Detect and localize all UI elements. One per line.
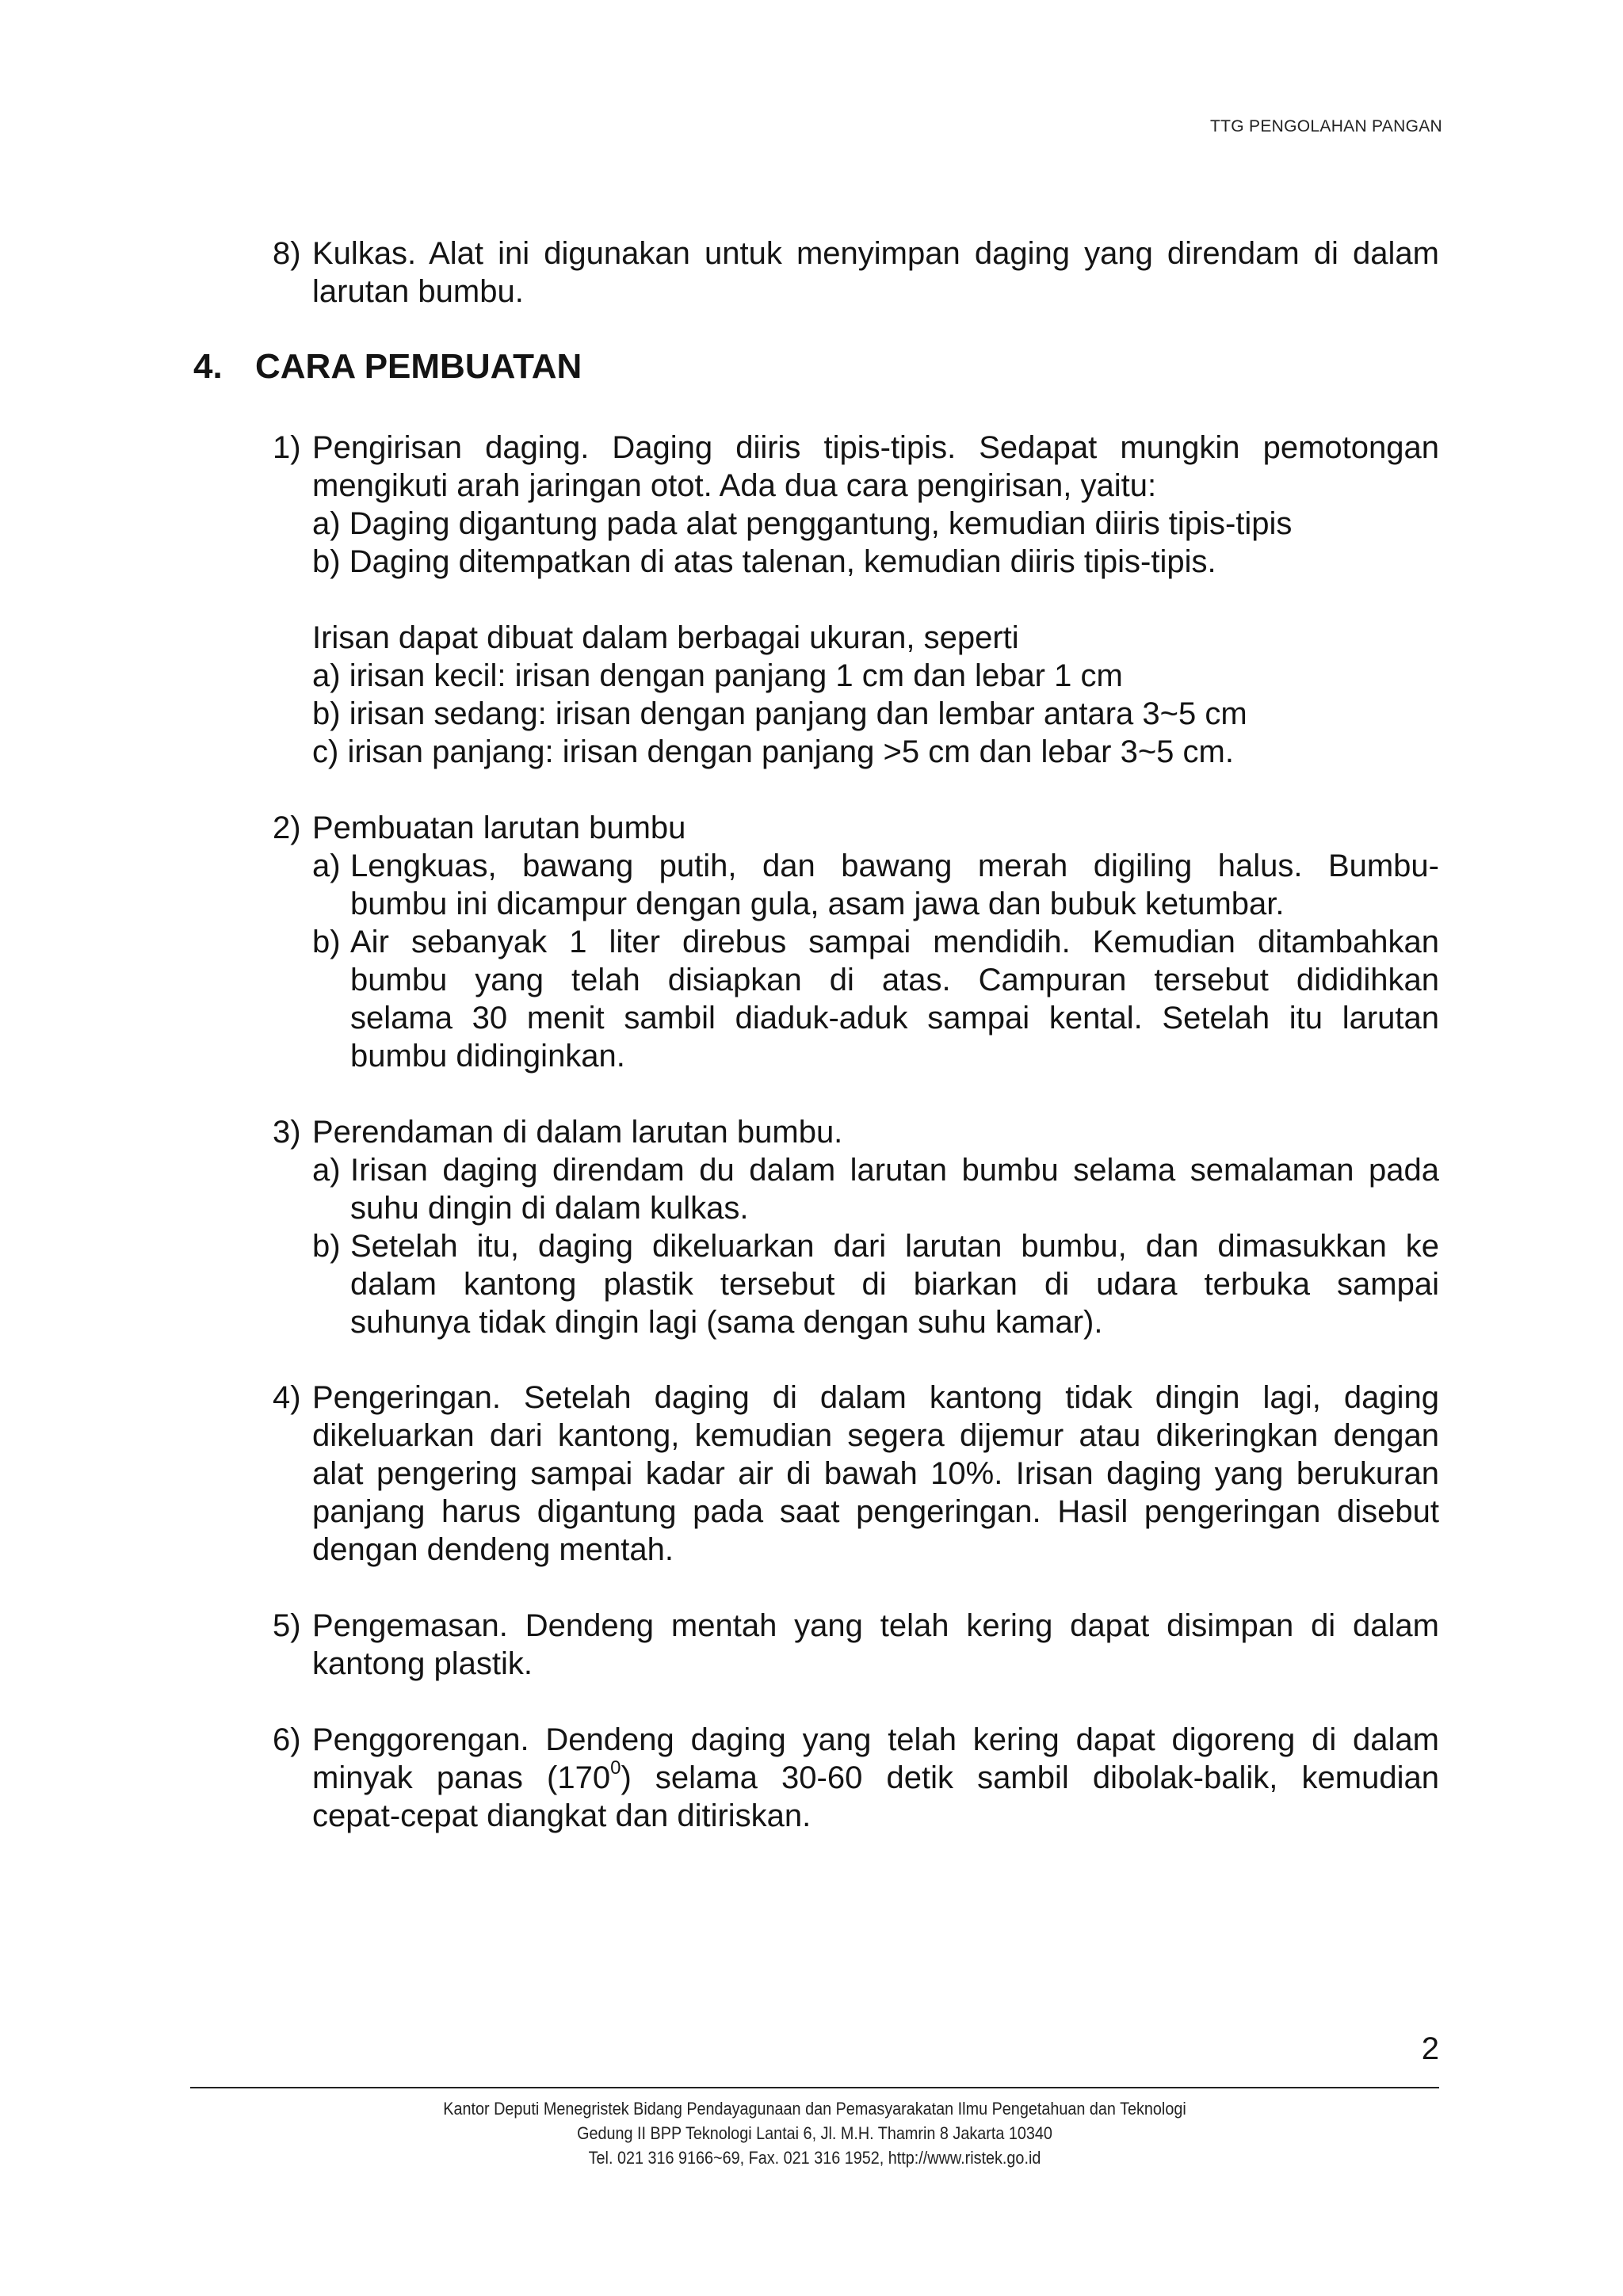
sub-list-item bbox=[312, 657, 1439, 695]
sub-text-line: selama 30 menit sambil diaduk-aduk sampai kental. Setelah itu larutan bbox=[350, 1001, 1439, 1035]
step-text-line: panjang harus digantung pada saat pengeringan. Hasil pengeringan disebut bbox=[312, 1494, 1439, 1529]
sub-text-line: Setelah itu, daging dikeluarkan dari larutan bumbu, dan dimasukkan ke bbox=[350, 1229, 1439, 1264]
temperature-text: minyak panas (170 bbox=[312, 1760, 611, 1795]
sub-list-item bbox=[312, 543, 1439, 581]
step-text-line: kantong plastik. bbox=[312, 1646, 533, 1681]
page-number: 2 bbox=[1421, 2031, 1439, 2066]
section-title: CARA PEMBUATAN bbox=[255, 347, 582, 386]
sub-text: Daging ditempatkan di atas talenan, kemudian diiris tipis-tipis. bbox=[349, 544, 1216, 579]
step-number: 1) bbox=[273, 430, 301, 465]
degree-superscript: 0 bbox=[610, 1757, 621, 1779]
sub-list-item bbox=[312, 505, 1439, 543]
sub-text-line: Irisan daging direndam du dalam larutan bumbu selama semalaman pada bbox=[350, 1153, 1439, 1188]
sub-label: b) bbox=[312, 925, 341, 959]
sub-text-line: Lengkuas, bawang putih, dan bawang merah digiling halus. Bumbu- bbox=[350, 849, 1439, 883]
step-3-perendaman bbox=[273, 1113, 1439, 1341]
step-5-pengemasan bbox=[273, 1607, 1439, 1683]
footer-line: Gedung II BPP Teknologi Lantai 6, Jl. M.H. Thamrin 8 Jakarta 10340 bbox=[577, 2123, 1052, 2143]
sub-label: a) bbox=[312, 849, 341, 883]
sub-text: irisan panjang: irisan dengan panjang >5 cm dan lebar 3~5 cm. bbox=[347, 734, 1234, 769]
footer-line: Kantor Deputi Menegristek Bidang Pendayagunaan dan Pemasyarakatan Ilmu Pengetahuan dan Teknologi bbox=[443, 2099, 1186, 2119]
step-2-larutan-bumbu bbox=[273, 809, 1439, 1075]
footer-line: Tel. 021 316 9166~69, Fax. 021 316 1952, http://www.ristek.go.id bbox=[588, 2148, 1041, 2168]
sub-text-line: suhu dingin di dalam kulkas. bbox=[350, 1191, 749, 1226]
sub-text-line: Air sebanyak 1 liter direbus sampai mendidih. Kemudian ditambahkan bbox=[350, 925, 1439, 959]
step-4-pengeringan bbox=[273, 1379, 1439, 1569]
step-number: 4) bbox=[273, 1380, 301, 1415]
duration-text: ) selama 30-60 detik sambil dibolak-balik, kemudian bbox=[621, 1760, 1439, 1795]
step-text-line: Pengeringan. Setelah daging di dalam kantong tidak dingin lagi, daging bbox=[312, 1380, 1439, 1415]
sub-label: b) bbox=[312, 696, 341, 731]
sub-text: Daging digantung pada alat penggantung, kemudian diiris tipis-tipis bbox=[349, 506, 1293, 541]
step-text-line: dengan dendeng mentah. bbox=[312, 1532, 674, 1567]
step-6-penggorengan bbox=[273, 1721, 1439, 1835]
sub-text-line: dalam kantong plastik tersebut di biarkan di udara terbuka sampai bbox=[350, 1267, 1439, 1302]
sub-label: a) bbox=[312, 658, 341, 693]
sub-text-line: bumbu ini dicampur dengan gula, asam jawa dan bubuk ketumbar. bbox=[350, 887, 1285, 921]
sub-text-line: suhunya tidak dingin lagi (sama dengan suhu kamar). bbox=[350, 1305, 1103, 1340]
step-title: Pembuatan larutan bumbu bbox=[312, 810, 686, 845]
step-number: 6) bbox=[273, 1722, 301, 1757]
step-text-line: alat pengering sampai kadar air di bawah 10%. Irisan daging yang berukuran bbox=[312, 1456, 1439, 1491]
sub-text-line: bumbu yang telah disiapkan di atas. Campuran tersebut dididihkan bbox=[350, 963, 1439, 997]
footer-divider bbox=[190, 2087, 1439, 2088]
footer bbox=[190, 2096, 1439, 2170]
step-text-line: mengikuti arah jaringan otot. Ada dua cara pengirisan, yaitu: bbox=[312, 468, 1157, 503]
running-header: TTG PENGOLAHAN PANGAN bbox=[1210, 117, 1442, 135]
sub-label: a) bbox=[312, 1153, 341, 1188]
sub-label: b) bbox=[312, 1229, 341, 1264]
step-number: 3) bbox=[273, 1115, 301, 1150]
intro-item-kulkas bbox=[273, 235, 1439, 311]
step-text-line: Pengemasan. Dendeng mentah yang telah kering dapat disimpan di dalam bbox=[312, 1608, 1439, 1643]
sub-label: a) bbox=[312, 506, 341, 541]
section-heading bbox=[193, 346, 582, 387]
sub-label: b) bbox=[312, 544, 341, 579]
step-text-line bbox=[312, 1759, 1439, 1797]
item-number: 8) bbox=[273, 236, 301, 271]
step-number: 5) bbox=[273, 1608, 301, 1643]
item-text-line: Kulkas. Alat ini digunakan untuk menyimpan daging yang direndam di dalam bbox=[312, 236, 1439, 271]
sub-text: irisan sedang: irisan dengan panjang dan lembar antara 3~5 cm bbox=[349, 696, 1247, 731]
step-title: Perendaman di dalam larutan bumbu. bbox=[312, 1115, 843, 1150]
step-text-line: Penggorengan. Dendeng daging yang telah kering dapat digoreng di dalam bbox=[312, 1722, 1439, 1757]
step-paragraph: Irisan dapat dibuat dalam berbagai ukuran, seperti bbox=[312, 620, 1019, 655]
item-text-line: larutan bumbu. bbox=[312, 274, 524, 309]
sub-text: irisan kecil: irisan dengan panjang 1 cm dan lebar 1 cm bbox=[349, 658, 1123, 693]
sub-list-item bbox=[312, 695, 1439, 733]
step-number: 2) bbox=[273, 810, 301, 845]
step-1-pengirisan bbox=[273, 429, 1439, 771]
sub-label: c) bbox=[312, 734, 339, 769]
sub-text-line: bumbu didinginkan. bbox=[350, 1039, 625, 1074]
section-number: 4. bbox=[193, 347, 223, 386]
sub-list-item bbox=[312, 733, 1439, 771]
step-text-line: dikeluarkan dari kantong, kemudian segera dijemur atau dikeringkan dengan bbox=[312, 1418, 1439, 1453]
step-text-line: cepat-cepat diangkat dan ditiriskan. bbox=[312, 1798, 812, 1833]
step-text-line: Pengirisan daging. Daging diiris tipis-tipis. Sedapat mungkin pemotongan bbox=[312, 430, 1439, 465]
